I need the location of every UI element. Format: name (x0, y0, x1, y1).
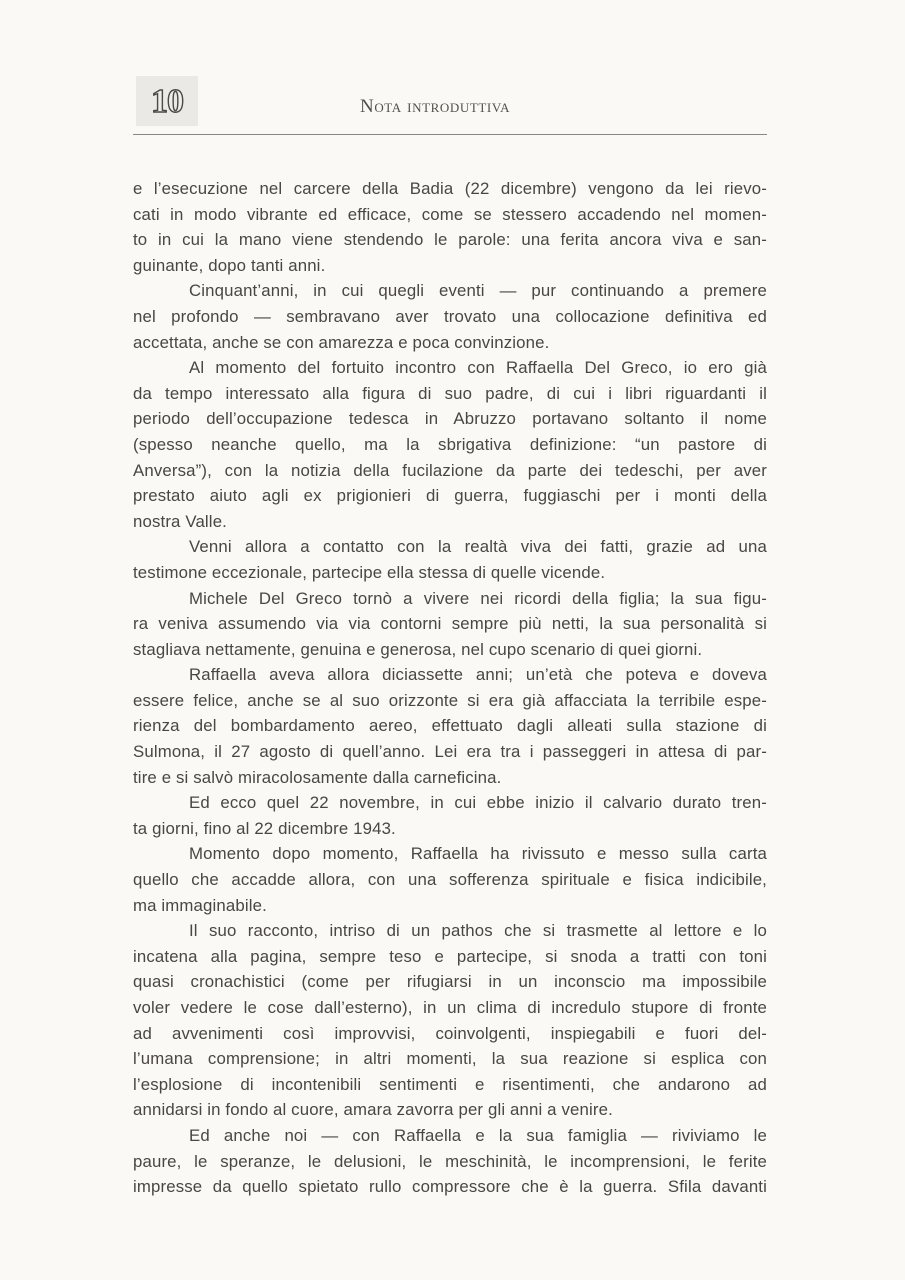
text-line: essere felice, anche se al suo orizzonte si era già affacciata la terribile espe- (133, 690, 767, 710)
text-line: testimone eccezionale, partecipe ella stessa di quelle vicende. (133, 562, 606, 582)
text-line: Momento dopo momento, Raffaella ha rivissuto e messo sulla carta (189, 844, 767, 864)
text-line: rienza del bombardamento aereo, effettuato dagli alleati sulla stazione di (133, 716, 767, 736)
text-line: da tempo interessato alla figura di suo padre, di cui i libri riguardanti il (133, 383, 767, 403)
text-line: (spesso neanche quello, ma la sbrigativa definizione: “un pastore di (133, 434, 767, 454)
text-line: Cinquant’anni, in cui quegli eventi — pur continuando a premere (189, 281, 767, 301)
body-text (133, 176, 767, 1200)
text-line: Ed anche noi — con Raffaella e la sua famiglia — riviviamo le (189, 1125, 767, 1145)
running-head: Nota introduttiva (360, 96, 511, 117)
text-line: prestato aiuto agli ex prigionieri di guerra, fuggiaschi per i monti della (133, 486, 767, 506)
text-line: voler vedere le cose dall’esterno), in un clima di incredulo stupore di fronte (133, 998, 767, 1017)
text-line: l’esplosione di incontenibili sentimenti e risentimenti, che andarono ad (133, 1074, 767, 1094)
text-line: e l’esecuzione nel carcere della Badia (22 dicembre) vengono da lei rievo- (133, 179, 767, 198)
text-line: guinante, dopo tanti anni. (133, 255, 326, 275)
text-line: to in cui la mano viene stendendo le parole: una ferita ancora viva e san- (133, 230, 767, 250)
text-line: Anversa”), con la notizia della fucilazione da parte dei tedeschi, per aver (133, 460, 767, 480)
text-line: nostra Valle. (133, 511, 227, 531)
text-line: nel profondo — sembravano aver trovato una collocazione definitiva ed (133, 306, 767, 326)
text-line: Al momento del fortuito incontro con Raffaella Del Greco, io ero già (189, 358, 767, 378)
text-line: quello che accadde allora, con una sofferenza spirituale e fisica indicibile, (133, 870, 767, 890)
text-line: impresse da quello spietato rullo compressore che è la guerra. Sfila davanti (133, 1177, 767, 1197)
text-line: Sulmona, il 27 agosto di quell’anno. Lei era tra i passeggeri in attesa di par- (133, 742, 767, 762)
text-line: Il suo racconto, intriso di un pathos che si trasmette al lettore e lo (189, 921, 767, 941)
text-line: ad avvenimenti così improvvisi, coinvolgenti, inspiegabili e fuori del- (133, 1023, 767, 1043)
text-line: annidarsi in fondo al cuore, amara zavorra per gli anni a venire. (133, 1100, 613, 1120)
text-line: Raffaella aveva allora diciassette anni; un’età che poteva e doveva (189, 665, 767, 685)
text-line: cati in modo vibrante ed efficace, come se stessero accadendo nel momen- (133, 204, 767, 224)
text-line: Ed ecco quel 22 novembre, in cui ebbe inizio il calvario durato tren- (189, 793, 767, 813)
text-line: ta giorni, fino al 22 dicembre 1943. (133, 818, 396, 838)
text-line: stagliava nettamente, genuina e generosa, nel cupo scenario di quei giorni. (133, 639, 703, 659)
text-line: l’umana comprensione; in altri momenti, la sua reazione si esplica con (133, 1049, 767, 1069)
text-line: periodo dell’occupazione tedesca in Abruzzo portavano soltanto il nome (133, 409, 767, 429)
text-line: Venni allora a contatto con la realtà viva dei fatti, grazie ad una (189, 537, 767, 557)
text-line: paure, le speranze, le delusioni, le meschinità, le incomprensioni, le ferite (133, 1151, 767, 1171)
header-rule (133, 134, 767, 135)
text-line: accettata, anche se con amarezza e poca convinzione. (133, 332, 550, 352)
text-line: tire e si salvò miracolosamente dalla carneficina. (133, 767, 502, 787)
text-line: ma immaginabile. (133, 895, 267, 915)
text-line: Michele Del Greco tornò a vivere nei ricordi della figlia; la sua figu- (189, 588, 767, 608)
text-line: quasi cronachistici (come per rifugiarsi in un inconscio ma impossibile (133, 972, 767, 992)
text-line: ra veniva assumendo via via contorni sempre più netti, la sua personalità si (133, 614, 767, 634)
text-line: incatena alla pagina, sempre teso e partecipe, si snoda a tratti con toni (133, 946, 767, 966)
page-number: 10 (151, 83, 183, 120)
